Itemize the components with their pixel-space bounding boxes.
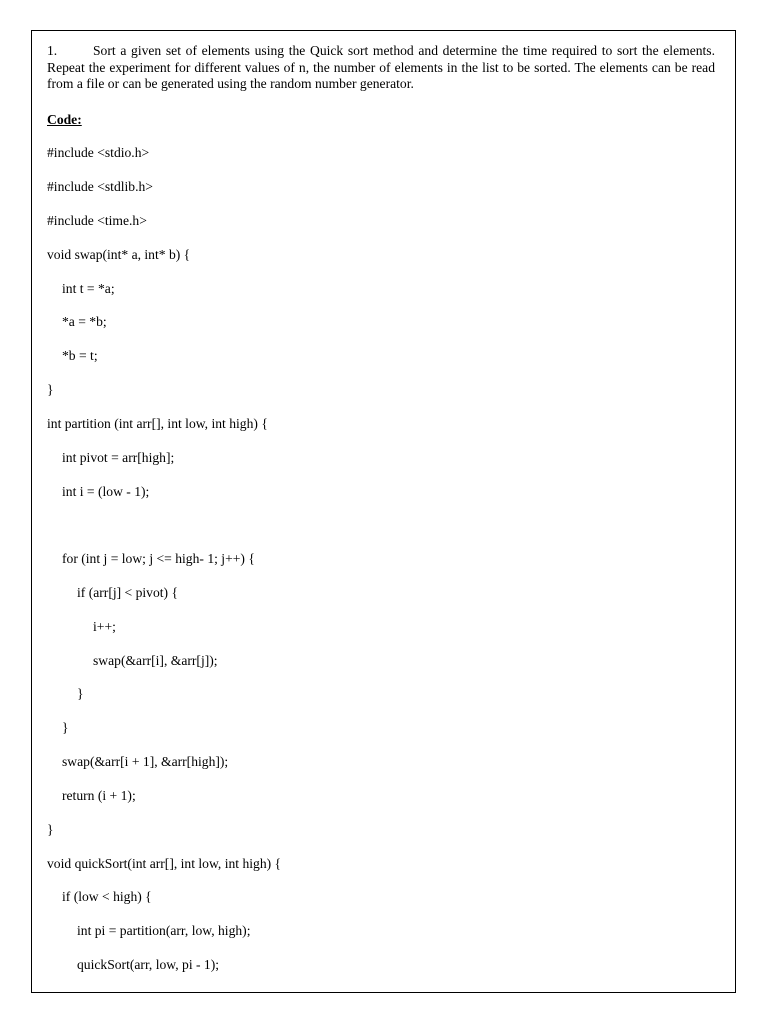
code-line: if (low < high) {: [62, 889, 152, 904]
code-line: }: [77, 686, 84, 701]
code-line: int pi = partition(arr, low, high);: [77, 923, 251, 938]
code-line: swap(&arr[i + 1], &arr[high]);: [62, 754, 229, 769]
question-paragraph: [47, 43, 715, 93]
code-line: int partition (int arr[], int low, int high) {: [47, 416, 268, 431]
question-text: Sort a given set of elements using the Quick sort method and determine the time required to sort the elements. Repeat the experiment for different values of n, the number of elements in the list to be sorted. The elements can be read from a file or can be generated using the random number generator.: [47, 43, 715, 91]
question-number: 1.: [47, 43, 58, 58]
code-line: int pivot = arr[high];: [62, 450, 175, 465]
code-line: }: [47, 382, 54, 397]
code-line: return (i + 1);: [62, 788, 136, 803]
code-line: swap(&arr[i], &arr[j]);: [93, 653, 218, 668]
code-line: #include <stdio.h>: [47, 145, 150, 160]
code-line: int t = *a;: [62, 281, 115, 296]
code-line: }: [47, 822, 54, 837]
code-line: #include <stdlib.h>: [47, 179, 153, 194]
code-line: if (arr[j] < pivot) {: [77, 585, 179, 600]
code-line: void quickSort(int arr[], int low, int high) {: [47, 856, 282, 871]
code-line: *a = *b;: [62, 314, 107, 329]
code-line: for (int j = low; j <= high- 1; j++) {: [62, 551, 255, 566]
code-line: *b = t;: [62, 348, 98, 363]
code-line: i++;: [93, 619, 116, 634]
code-line: quickSort(arr, low, pi - 1);: [77, 957, 220, 972]
code-line: void swap(int* a, int* b) {: [47, 247, 191, 262]
code-heading: Code:: [47, 112, 82, 127]
code-line: int i = (low - 1);: [62, 484, 150, 499]
page-border: [31, 30, 736, 993]
code-line: }: [62, 720, 69, 735]
code-line: #include <time.h>: [47, 213, 147, 228]
